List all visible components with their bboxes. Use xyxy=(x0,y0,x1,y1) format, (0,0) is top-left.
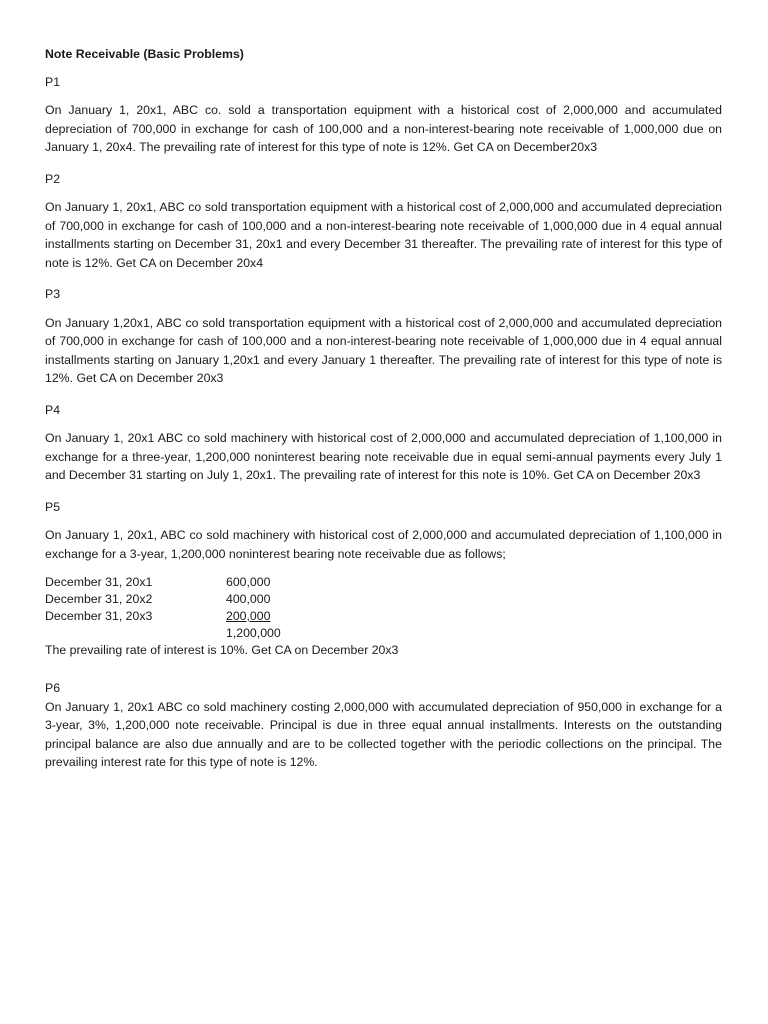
schedule-date: December 31, 20x1 xyxy=(45,575,153,589)
document-page xyxy=(45,45,722,785)
problem-text-p2: On January 1, 20x1, ABC co sold transportation equipment with a historical cost of 2,000,000 and accumulated depreciation of 700,000 in exchange for cash of 100,000 and a non-interest-bearing note receivable of 1,000,000 due in 4 equal annual installments starting on December 31, 20x1 and every December 31 thereafter. The prevailing rate of interest for this type of note is 12%. Get CA on December 20x4 xyxy=(45,200,722,270)
schedule-row xyxy=(45,574,722,591)
problem-label-p4: P4 xyxy=(45,402,61,417)
schedule-total: 1,200,000 xyxy=(226,626,281,640)
schedule-amount: 200,000 xyxy=(226,609,271,623)
payment-schedule xyxy=(45,574,722,642)
problem-text-p1: On January 1, 20x1, ABC co. sold a transportation equipment with a historical cost of 2,000,000 and accumulated depreciation of 700,000 in exchange for cash of 100,000 and a non-interest-bearing note receivable of 1,000,000 due on January 1, 20x4. The prevailing rate of interest for this type of note is 12%. Get CA on December20x3 xyxy=(45,103,722,154)
problem-text-p5: On January 1, 20x1, ABC co sold machinery with historical cost of 2,000,000 and accumulated depreciation of 1,100,000 in exchange for a 3-year, 1,200,000 noninterest bearing note receivable due as follows; xyxy=(45,528,722,561)
schedule-row xyxy=(45,608,722,625)
schedule-date: December 31, 20x3 xyxy=(45,609,153,623)
schedule-amount: 600,000 xyxy=(226,575,271,589)
schedule-row xyxy=(45,591,722,608)
document-title: Note Receivable (Basic Problems) xyxy=(45,47,244,61)
schedule-total-row xyxy=(45,625,722,642)
schedule-amount: 400,000 xyxy=(226,592,271,606)
problem-label-p1: P1 xyxy=(45,74,61,89)
problem-text-p6: On January 1, 20x1 ABC co sold machinery costing 2,000,000 with accumulated depreciation of 950,000 in exchange for a 3-year, 3%, 1,200,000 note receivable. Principal is due in three equal annual installments. Interests on the outstanding principal balance are also due annually and are to be collected together with the periodic collections on the principal. The prevailing interest rate for this type of note is 12%. xyxy=(45,699,722,769)
problem-label-p6: P6 xyxy=(45,681,61,695)
problem-p5-conclusion: The prevailing rate of interest is 10%. Get CA on December 20x3 xyxy=(45,643,399,657)
schedule-date: December 31, 20x2 xyxy=(45,592,153,606)
problem-label-p3: P3 xyxy=(45,287,61,301)
problem-label-p5: P5 xyxy=(45,499,61,514)
problem-text-p4: On January 1, 20x1 ABC co sold machinery with historical cost of 2,000,000 and accumulated depreciation of 1,100,000 in exchange for a three-year, 1,200,000 noninterest bearing note receivable due in equal semi-annual payments every July 1 and December 31 starting on July 1, 20x1. The prevailing rate of interest for this note is 10%. Get CA on December 20x3 xyxy=(45,431,722,482)
problem-label-p2: P2 xyxy=(45,171,61,186)
problem-text-p3: On January 1,20x1, ABC co sold transportation equipment with a historical cost of 2,000,000 and accumulated depreciation of 700,000 in exchange for cash of 100,000 and a non-interest-bearing note receivable of 1,000,000 due in 4 equal annual installments starting on January 1,20x1 and every January 1 thereafter. The prevailing rate of interest for this type of note is 12%. Get CA on December 20x3 xyxy=(45,315,722,385)
